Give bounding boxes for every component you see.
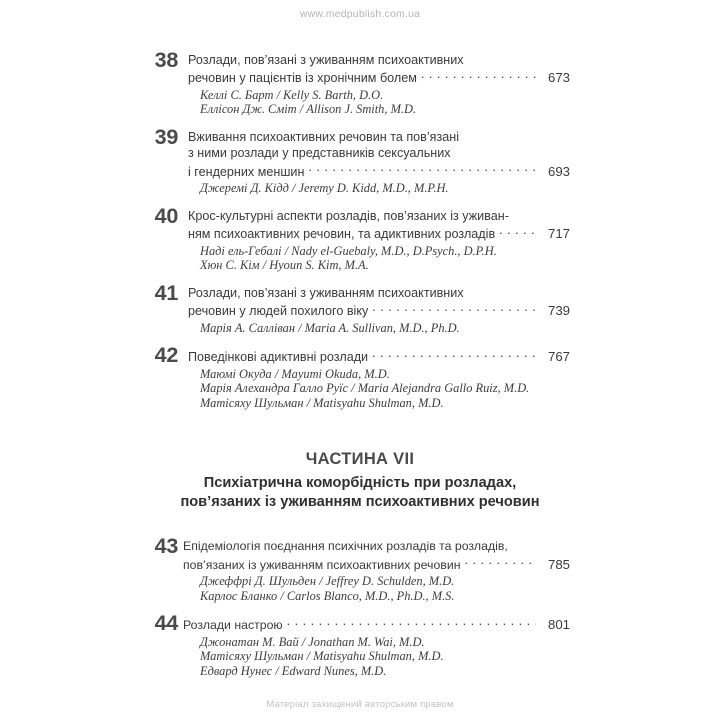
chapter-title-last-line	[188, 162, 570, 180]
author-line: Еллісон Дж. Сміт / Allison J. Smith, M.D.	[200, 102, 417, 117]
author-line: Келлі С. Барт / Kelly S. Barth, D.O.	[200, 87, 384, 102]
chapter-title-text: Поведінкові адиктивні розлади	[188, 350, 369, 365]
toc-entry[interactable]	[0, 280, 720, 335]
table-of-contents	[0, 48, 720, 691]
dot-leader	[372, 347, 536, 361]
chapter-title-line: Крос-культурні аспекти розладів, пов’язаних із уживан-	[188, 208, 509, 223]
dot-leader	[372, 301, 536, 315]
page-number: 767	[547, 349, 570, 365]
chapter-number: 38	[154, 48, 178, 72]
author-list	[188, 367, 570, 411]
author-line: Наді ель-Гебалі / Nady el-Guebaly, M.D., D.Psych., D.P.H.	[200, 243, 497, 258]
chapter-number: 39	[154, 125, 178, 149]
chapter-title-line: Вживання психоактивних речовин та пов’язані	[188, 130, 460, 144]
chapter-number: 43	[154, 534, 178, 559]
author-list	[188, 88, 570, 117]
author-list	[183, 635, 570, 679]
page-number: 717	[547, 226, 570, 242]
chapter-title-text: речовин у людей похилого віку	[188, 304, 369, 319]
author-line: Матісяху Шульман / Matisyahu Shulman, M.D.	[200, 649, 444, 664]
chapter-title-line: Епідеміологія поєднання психічних розладів та розладів,	[183, 539, 508, 554]
author-line: Джонатан М. Вай / Jonathan M. Wai, M.D.	[200, 634, 425, 649]
chapter-title-line: Розлади, пов’язані з уживанням психоактивних	[188, 285, 464, 300]
author-line: Джеремі Д. Кідд / Jeremy D. Kidd, M.D., M.P.H.	[200, 181, 449, 196]
chapter-title-last-line	[188, 68, 570, 86]
author-line: Джеффрі Д. Шульден / Jeffrey D. Schulden, M.D.	[200, 574, 455, 589]
chapter-title-last-line	[183, 615, 570, 633]
author-list	[188, 181, 570, 196]
author-list	[188, 244, 570, 273]
author-line: Хюн С. Кім / Hyoun S. Kim, M.A.	[200, 258, 369, 273]
chapter-title-line: з ними розлади у представників сексуальних	[188, 146, 451, 161]
toc-entry[interactable]	[0, 534, 720, 603]
part-title-line: Психіатрична коморбідність при розладах,	[203, 475, 517, 492]
dot-leader	[464, 555, 536, 569]
author-line: Марія А. Салліван / Maria A. Sullivan, M.D., Ph.D.	[200, 320, 460, 335]
dot-leader	[287, 615, 536, 629]
toc-entry[interactable]	[0, 48, 720, 117]
page-number: 673	[547, 70, 570, 86]
toc-entry[interactable]	[0, 125, 720, 196]
chapter-title-text: речовин у пацієнтів із хронічним болем	[188, 71, 417, 86]
author-list	[188, 321, 570, 336]
toc-entry[interactable]	[0, 343, 720, 410]
chapter-title-last-line	[188, 301, 570, 319]
chapter-number: 41	[154, 280, 178, 305]
toc-group-chapters-43-44	[0, 534, 720, 678]
part-label: ЧАСТИНА VII	[305, 450, 415, 469]
page-number: 693	[547, 163, 570, 179]
dot-leader	[499, 224, 536, 238]
author-line: Едвард Нунес / Edward Nunes, M.D.	[200, 664, 387, 678]
page-number: 785	[547, 556, 570, 572]
chapter-title-text: пов’язаних із уживанням психоактивних речовин	[183, 557, 461, 572]
chapter-number: 40	[154, 203, 178, 228]
copyright-notice: Матеріал захищений авторським правом	[266, 699, 454, 710]
chapter-title-last-line	[183, 555, 570, 573]
dot-leader	[421, 68, 536, 82]
part-heading	[0, 450, 720, 512]
toc-entry[interactable]	[0, 203, 720, 273]
chapter-title-line: Розлади, пов’язані з уживанням психоактивних	[188, 53, 464, 67]
author-line: Матісяху Шульман / Matisyahu Shulman, M.D.	[200, 395, 444, 410]
page-number: 739	[547, 303, 570, 319]
toc-entry[interactable]	[0, 611, 720, 678]
author-list	[183, 574, 570, 603]
toc-group-chapters-38-42	[0, 48, 720, 410]
author-line: Маюмі Окуда / Mayumi Okuda, M.D.	[200, 366, 390, 381]
dot-leader	[308, 162, 536, 176]
author-line: Карлос Бланко / Carlos Blanco, M.D., Ph.D., M.S.	[200, 588, 455, 603]
chapter-number: 42	[154, 343, 178, 368]
chapter-title-text: Розлади настрою	[183, 618, 283, 633]
chapter-title-text: ням психоактивних речовин, та адиктивних розладів	[188, 227, 496, 242]
chapter-title-last-line	[188, 224, 570, 242]
chapter-title-text: і гендерних меншин	[188, 164, 305, 179]
publisher-url: www.medpublish.com.ua	[299, 8, 421, 20]
page-number: 801	[547, 617, 570, 633]
chapter-title-last-line	[188, 347, 570, 365]
chapter-number: 44	[154, 611, 178, 636]
part-title-line: пов’язаних із уживанням психоактивних речовин	[180, 494, 540, 511]
author-line: Марія Алехандра Галло Руїс / Maria Alejandra Gallo Ruiz, M.D.	[200, 381, 530, 396]
